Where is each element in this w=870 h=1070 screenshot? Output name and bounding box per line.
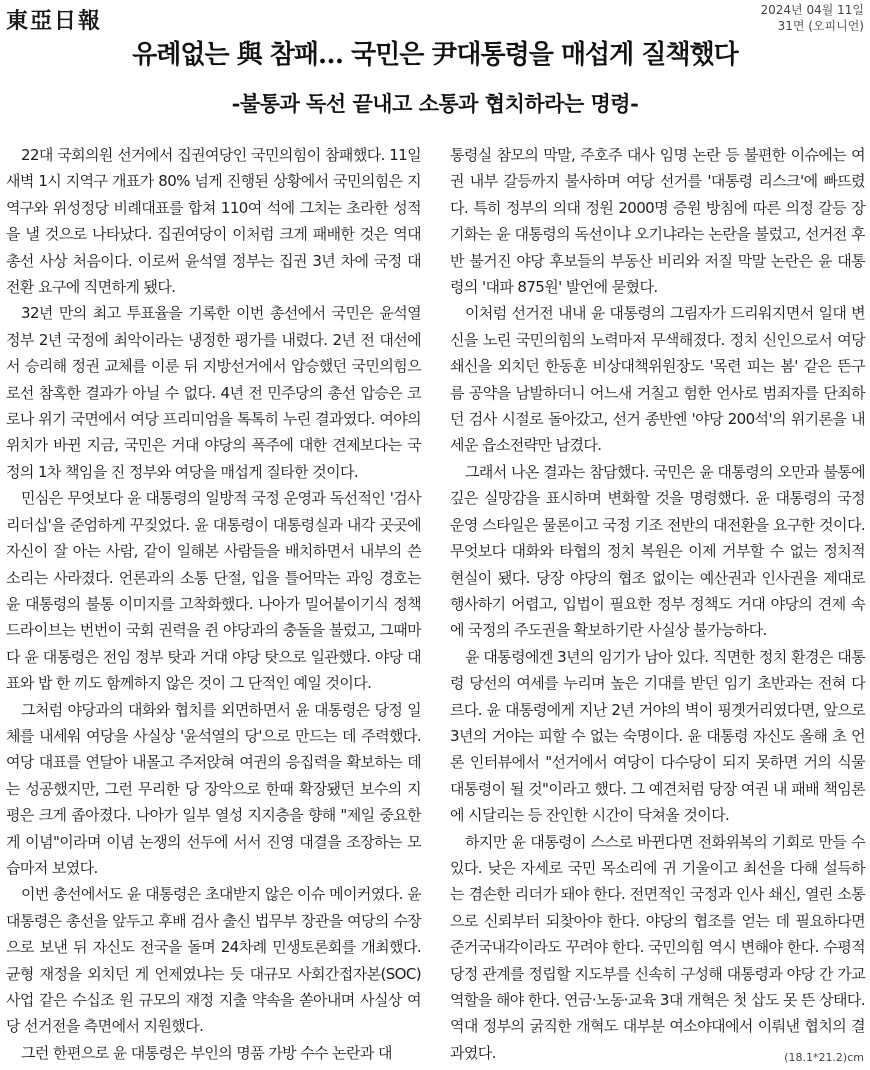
- publish-date: 2024년 04월 11일: [760, 3, 864, 17]
- paragraph: 그런 한편으로 윤 대통령은 부인의 명품 가방 수수 논란과 대: [21, 1043, 392, 1062]
- paragraph: 통령실 참모의 막말, 주호주 대사 임명 논란 등 불편한 이슈에는 여권 내부 갈등까지 불사하며 여당 선거를 '대통령 리스크'에 빠뜨렸다. 특히 정부의 의대 정원 2000명 증원 방침에 따른 의정 갈등 장기화는 윤 대통령의 독선이냐 오기냐라는 논란을 불렀고, 선거전 후반 불거진 야당 후보들의 부동산 비리와 저질 막말 논란은 윤 대통령의 '대파 875원' 발언에 묻혔다.: [450, 146, 865, 297]
- headline: 유례없는 與 참패… 국민은 尹대통령을 매섭게 질책했다: [132, 40, 738, 70]
- paragraph: 그래서 나온 결과는 참담했다. 국민은 윤 대통령의 오만과 불통에 깊은 실망감을 표시하며 변화할 것을 명령했다. 윤 대통령의 국정 운영 스타일은 물론이고 국정 기조 전반의 대전환을 요구한 것이다. 무엇보다 대화와 타협의 정치 복원은 이제 거부할 수 없는 정치적 현실이 됐다. 당장 야당의 협조 없이는 예산권과 인사권을 제대로 행사하기 어렵고, 입법이 필요한 정부 정책도 거대 야당의 견제 속에 국정의 주도권을 확보하기란 사실상 불가능하다.: [450, 462, 865, 640]
- paragraph: 그처럼 야당과의 대화와 협치를 외면하면서 윤 대통령은 당정 일체를 내세워 여당을 사실상 '윤석열의 당'으로 만드는 데 주력했다. 여당 대표를 연달아 내몰고 주저앉혀 여권의 응집력을 확보하는 데는 성공했지만, 그런 무리한 당 장악으로 한때 확장됐던 보수의 지평은 크게 좁아졌다. 나아가 일부 열성 지지층을 향해 "제일 중요한 게 이념"이라며 이념 논쟁의 선두에 서서 진영 대결을 조장하는 모습마저 보였다.: [6, 700, 421, 877]
- page-section: 31면 (오피니언): [777, 19, 864, 33]
- paragraph: 윤 대통령에겐 3년의 임기가 남아 있다. 직면한 정치 환경은 대통령 당선의 여세를 누리며 높은 기대를 받던 임기 초반과는 전혀 다르다. 윤 대통령에게 지난 2년 거야의 벽이 핑곗거리였다면, 앞으로 3년의 거야는 피할 수 없는 숙명이다. 윤 대통령 자신도 올해 초 언론 인터뷰에서 "선거에서 여당이 다수당이 되지 못하면 거의 식물 대통령이 될 것"이라고 했다. 그 예견처럼 당장 여권 내 패배 책임론에 시달리는 등 잔인한 시간이 닥쳐올 것이다.: [450, 647, 865, 825]
- paragraph: 32년 만의 최고 투표율을 기록한 이번 총선에서 국민은 윤석열 정부 2년 국정에 최악이라는 냉정한 평가를 내렸다. 2년 전 대선에서 승리해 정권 교체를 이룬 뒤 지방선거에서 압승했던 국민의힘으로선 참혹한 결과가 아닐 수 없다. 4년 전 민주당의 총선 압승은 코로나 위기 국면에서 여당 프리미엄을 톡톡히 누린 결과였다. 여야의 위치가 바뀐 지금, 국민은 거대 야당의 폭주에 대한 견제보다는 국정의 1차 책임을 진 정부와 여당을 매섭게 질타한 것이다.: [6, 304, 421, 481]
- paragraph: 22대 국회의원 선거에서 집권여당인 국민의힘이 참패했다. 11일 새벽 1시 지역구 개표가 80% 넘게 진행된 상황에서 국민의힘은 지역구와 위성정당 비례대표를 합쳐 110여 석에 그치는 초라한 성적을 낼 것으로 나타났다. 집권여당이 이처럼 크게 패배한 것은 역대 총선 사상 처음이다. 이로써 윤석열 정부는 집권 3년 차에 국정 대전환 요구에 직면하게 됐다.: [6, 146, 421, 297]
- subheadline: -불통과 독선 끝내고 소통과 협치하라는 명령-: [231, 91, 639, 116]
- paragraph: 하지만 윤 대통령이 스스로 바뀐다면 전화위복의 기회로 만들 수 있다. 낮은 자세로 국민 목소리에 귀 기울이고 최선을 다해 설득하는 겸손한 리더가 돼야 한다. 전면적인 국정과 인사 쇄신, 열린 소통으로 신뢰부터 되찾아야 한다. 야당의 협조를 얻는 데 필요하다면 준거국내각이라도 꾸려야 한다. 국민의힘 역시 변해야 한다. 수평적 당정 관계를 정립할 지도부를 신속히 구성해 대통령과 야당 간 가교 역할을 해야 한다. 연금·노동·교육 3대 개혁은 첫 삽도 못 뜬 상태다. 역대 정부의 굵직한 개혁도 대부분 여소야대에서 이뤄낸 협치의 결과였다.: [450, 832, 865, 1062]
- body-column-left: [6, 142, 421, 1066]
- paragraph: 민심은 무엇보다 윤 대통령의 일방적 국정 운영과 독선적인 '검사 리더십'을 준엄하게 꾸짖었다. 윤 대통령이 대통령실과 내각 곳곳에 자신이 잘 아는 사람, 같이 일해본 사람들을 배치하면서 내부의 쓴소리는 사라졌다. 언론과의 소통 단절, 입을 틀어막는 과잉 경호는 윤 대통령의 불통 이미지를 고착화했다. 나아가 밀어붙이기식 정책 드라이브는 번번이 국회 권력을 쥔 야당과의 충돌을 불렀고, 그때마다 윤 대통령은 전임 정부 탓과 거대 야당 탓으로 일관했다. 야당 대표와 밥 한 끼도 함께하지 않은 것이 그 단적인 예일 것이다.: [6, 489, 421, 693]
- paragraph: 이처럼 선거전 내내 윤 대통령의 그림자가 드리워지면서 일대 변신을 노린 국민의힘의 노력마저 무색해졌다. 정치 신인으로서 여당 쇄신을 외치던 한동훈 비상대책위원장도 '목련 피는 봄' 같은 뜬구름 공약을 남발하더니 어느새 거칠고 험한 언사로 범죄자를 단죄하던 검사 시절로 돌아갔고, 선거 종반엔 '야당 200석'의 위기론을 내세운 읍소전략만 남겼다.: [450, 304, 865, 455]
- masthead: 東亞日報: [6, 8, 103, 34]
- paragraph: 이번 총선에서도 윤 대통령은 초대받지 않은 이슈 메이커였다. 윤 대통령은 총선을 앞두고 후배 검사 출신 법무부 장관을 여당의 수장으로 보낸 뒤 자신도 전국을 돌며 24차례 민생토론회를 개최했다. 균형 재정을 외치던 게 언제였냐는 듯 대규모 사회간접자본(SOC) 사업 같은 수십조 원 규모의 재정 지출 약속을 쏟아내며 사실상 여당 선거전을 측면에서 지원했다.: [6, 885, 421, 1036]
- article-meta: [761, 2, 864, 34]
- body-column-right: [450, 142, 865, 1066]
- clipping-size: (18.1*21.2)cm: [784, 1051, 864, 1064]
